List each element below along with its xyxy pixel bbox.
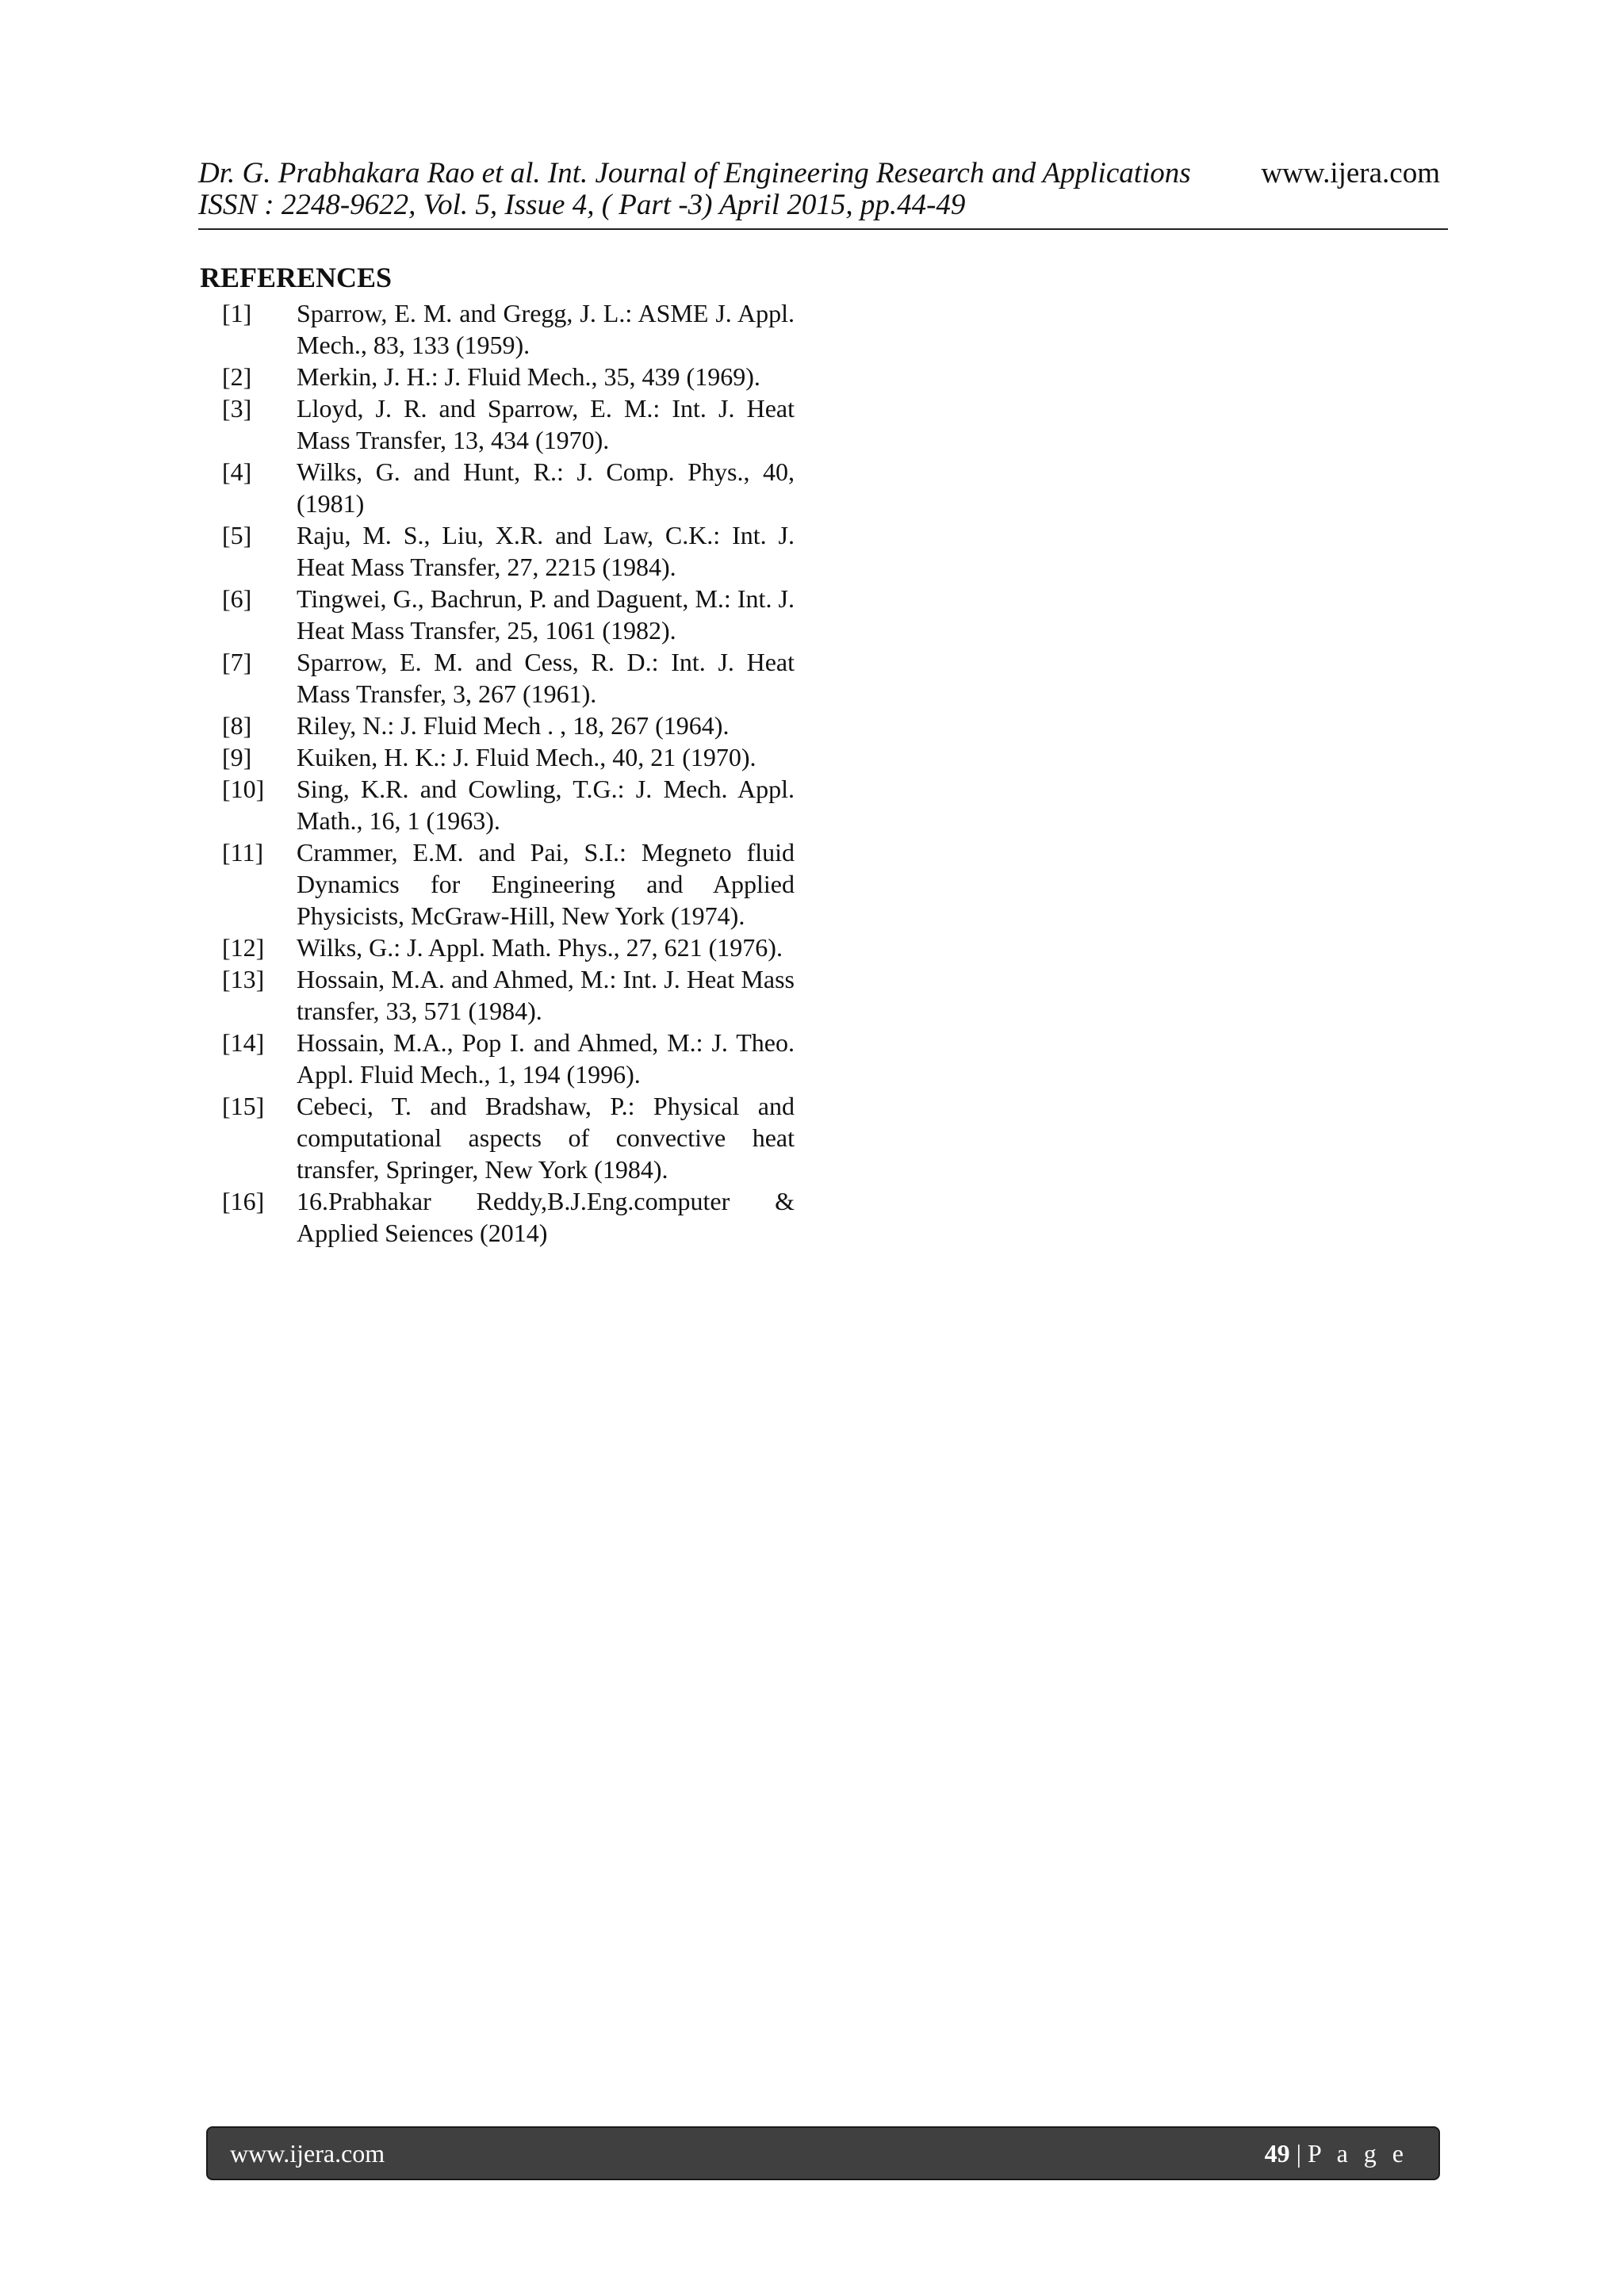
references-heading: REFERENCES bbox=[200, 262, 393, 293]
reference-item bbox=[222, 646, 795, 710]
reference-number: [9] bbox=[222, 743, 252, 771]
reference-item bbox=[222, 836, 795, 932]
reference-text: Sparrow, E. M. and Gregg, J. L.: ASME J. Appl. Mech., 83, 133 (1959). bbox=[297, 299, 795, 359]
reference-text: Crammer, E.M. and Pai, S.I.: Megneto fluid Dynamics for Engineering and Applied Physicists, McGraw-Hill, New York (1974). bbox=[297, 838, 795, 930]
reference-item bbox=[222, 1185, 795, 1249]
reference-number: [5] bbox=[222, 521, 252, 549]
footer-page-label bbox=[1265, 2137, 1408, 2169]
reference-text: Raju, M. S., Liu, X.R. and Law, C.K.: Int. J. Heat Mass Transfer, 27, 2215 (1984). bbox=[297, 521, 795, 581]
reference-text: Kuiken, H. K.: J. Fluid Mech., 40, 21 (1970). bbox=[297, 743, 756, 771]
reference-item bbox=[222, 361, 795, 392]
reference-text: Cebeci, T. and Bradshaw, P.: Physical and computational aspects of convective heat transfer, Springer, New York (1984). bbox=[297, 1092, 795, 1184]
reference-text: Tingwei, G., Bachrun, P. and Daguent, M.: Int. J. Heat Mass Transfer, 25, 1061 (1982). bbox=[297, 584, 795, 645]
footer-separator: | bbox=[1296, 2139, 1301, 2168]
reference-item bbox=[222, 1090, 795, 1185]
reference-item bbox=[222, 741, 795, 773]
footer-page-number: 49 bbox=[1264, 2139, 1290, 2168]
reference-number: [13] bbox=[222, 965, 265, 993]
reference-number: [11] bbox=[222, 838, 264, 867]
running-header bbox=[198, 152, 1448, 230]
reference-text: Riley, N.: J. Fluid Mech . , 18, 267 (1964). bbox=[297, 711, 730, 740]
reference-item bbox=[222, 392, 795, 456]
reference-item bbox=[222, 583, 795, 646]
reference-number: [6] bbox=[222, 584, 252, 613]
footer-url: www.ijera.com bbox=[230, 2139, 385, 2168]
header-line-2 bbox=[198, 189, 965, 222]
reference-item bbox=[222, 456, 795, 519]
references-list bbox=[222, 297, 795, 1249]
reference-text: Hossain, M.A., Pop I. and Ahmed, M.: J. Theo. Appl. Fluid Mech., 1, 194 (1996). bbox=[297, 1028, 795, 1089]
reference-text: Wilks, G.: J. Appl. Math. Phys., 27, 621 (1976). bbox=[297, 933, 783, 962]
header-citation: Dr. G. Prabhakara Rao et al. Int. Journal of Engineering Research and Applications bbox=[198, 157, 1191, 189]
reference-number: [15] bbox=[222, 1092, 265, 1120]
reference-number: [8] bbox=[222, 711, 252, 740]
reference-item bbox=[222, 710, 795, 741]
reference-number: [2] bbox=[222, 362, 252, 391]
reference-text: Sing, K.R. and Cowling, T.G.: J. Mech. Appl. Math., 16, 1 (1963). bbox=[297, 775, 795, 835]
reference-number: [1] bbox=[222, 299, 252, 327]
reference-text: 16.Prabhakar Reddy,B.J.Eng.computer & Applied Seiences (2014) bbox=[297, 1187, 795, 1247]
reference-item bbox=[222, 297, 795, 361]
reference-number: [16] bbox=[222, 1187, 265, 1215]
reference-item bbox=[222, 519, 795, 583]
reference-number: [10] bbox=[222, 775, 265, 803]
reference-text: Merkin, J. H.: J. Fluid Mech., 35, 439 (1969). bbox=[297, 362, 760, 391]
reference-number: [7] bbox=[222, 648, 252, 676]
reference-text: Sparrow, E. M. and Cess, R. D.: Int. J. Heat Mass Transfer, 3, 267 (1961). bbox=[297, 648, 795, 708]
reference-text: Wilks, G. and Hunt, R.: J. Comp. Phys., 40, (1981) bbox=[297, 457, 795, 518]
reference-item bbox=[222, 773, 795, 836]
header-line-1 bbox=[198, 157, 1191, 190]
reference-item bbox=[222, 963, 795, 1027]
header-url: www.ijera.com bbox=[1261, 157, 1440, 189]
reference-number: [3] bbox=[222, 394, 252, 423]
reference-text: Lloyd, J. R. and Sparrow, E. M.: Int. J. Heat Mass Transfer, 13, 434 (1970). bbox=[297, 394, 795, 454]
reference-number: [4] bbox=[222, 457, 252, 486]
footer-page-word: P a g e bbox=[1307, 2139, 1408, 2168]
reference-number: [12] bbox=[222, 933, 265, 962]
header-issn: ISSN : 2248-9622, Vol. 5, Issue 4, ( Part -3) April 2015, pp.44-49 bbox=[198, 189, 966, 221]
reference-number: [14] bbox=[222, 1028, 265, 1057]
reference-item bbox=[222, 932, 795, 963]
reference-item bbox=[222, 1027, 795, 1090]
reference-text: Hossain, M.A. and Ahmed, M.: Int. J. Heat Mass transfer, 33, 571 (1984). bbox=[297, 965, 795, 1025]
page-footer bbox=[206, 2126, 1440, 2180]
